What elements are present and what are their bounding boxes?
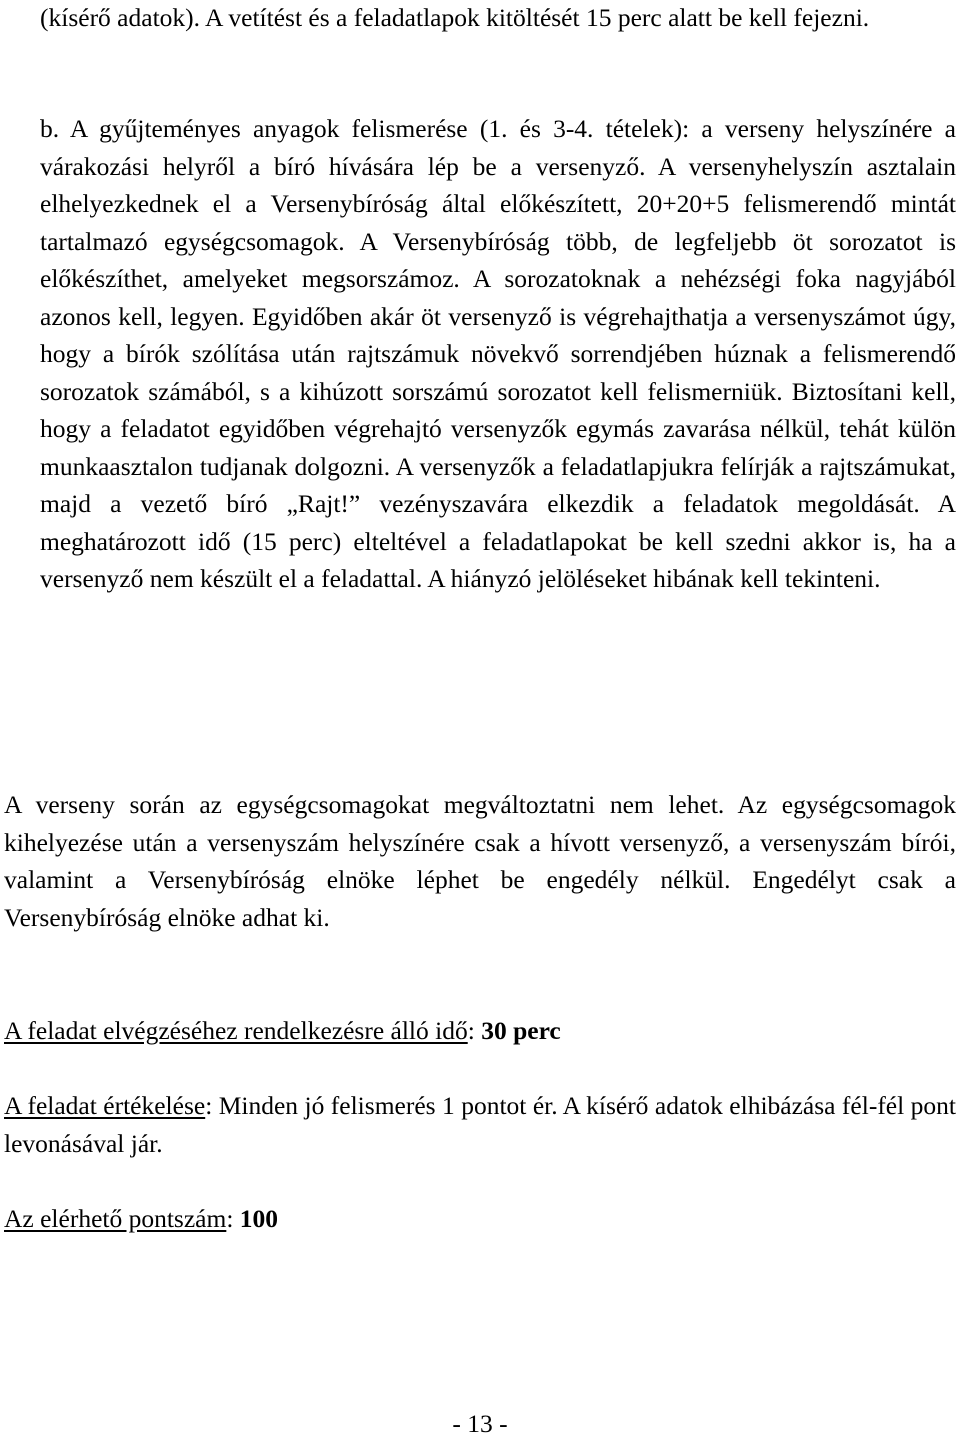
page-number: - 13 - — [452, 1409, 508, 1438]
rules-paragraph: A verseny során az egységcsomagokat megváltoztatni nem lehet. Az egységcsomagok kihelyezése után a versenyszám helyszínére csak a hívott versenyző, a versenyszám bírói, valamint a Versenybíróság elnöke léphet be engedély nélkül. Engedélyt csak a Versenybíróság elnöke adhat ki. — [4, 790, 956, 932]
continuation-paragraph: (kísérő adatok). A vetítést és a feladatlapok kitöltését 15 perc alatt be kell fejezni. — [40, 3, 870, 32]
max-points-value: 100 — [239, 1204, 279, 1233]
time-available-value: 30 perc — [481, 1016, 561, 1045]
time-available-label: A feladat elvégzéséhez rendelkezésre álló idő — [4, 1016, 468, 1045]
time-available-separator: : — [467, 1016, 482, 1045]
max-points-label: Az elérhető pontszám — [4, 1204, 227, 1233]
max-points-line — [4, 1200, 956, 1238]
evaluation-text: : Minden jó felismerés 1 pontot ér. A kísérő adatok elhibázása fél-fél pont levonásával jár. — [4, 1091, 956, 1158]
time-available-line — [4, 1012, 956, 1050]
evaluation-label: A feladat értékelése — [4, 1091, 206, 1120]
evaluation-paragraph — [4, 1087, 956, 1162]
section-b-paragraph: b. A gyűjteményes anyagok felismerése (1. és 3-4. tételek): a verseny helyszínére a várakozási helyről a bíró hívására lép be a versenyző. A versenyhelyszín asztalain elhelyezkednek el a Versenybíróság által előkészített, 20+20+5 felismerendő mintát tartalmazó egységcsomagok. A Versenybíróság több, de legfeljebb öt sorozatot is előkészíthet, amelyeket megsorszámoz. A sorozatoknak a nehézségi foka nagyjából azonos kell, legyen. Egyidőben akár öt versenyző is végrehajthatja a versenyszámot úgy, hogy a bírók szólítása után rajtszámuk növekvő sorrendjében húznak a felismerendő sorozatok számából, s a kihúzott sorszámú sorozatot kell felismerniük. Biztosítani kell, hogy a feladatot egyidőben végrehajtó versenyzők egymás zavarása nélkül, tehát külön munkaasztalon tudjanak dolgozni. A versenyzők a feladatlapjukra felírják a rajtszámukat, majd a vezető bíró „Rajt!” vezényszavára elkezdik a feladatok megoldását. A meghatározott idő (15 perc) elteltével a feladatlapokat be kell szedni akkor is, ha a versenyző nem készült el a feladattal. A hiányzó jelöléseket hibának kell tekinteni. — [40, 114, 956, 593]
max-points-separator: : — [226, 1204, 240, 1233]
